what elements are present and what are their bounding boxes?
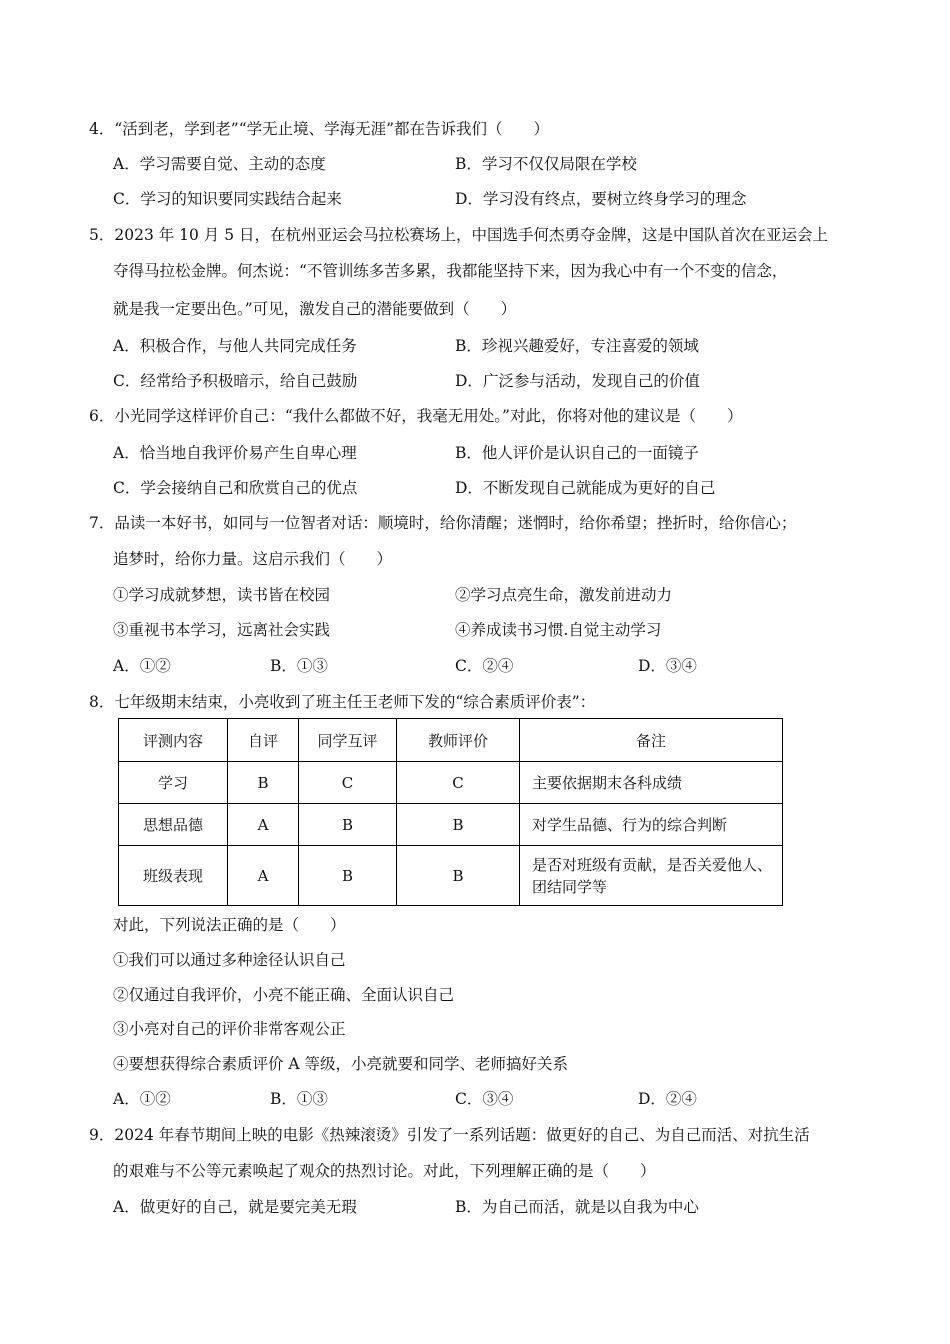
table-header-cell: 评测内容: [119, 719, 228, 762]
q7-statement-2: ②学习点亮生命，激发前进动力: [455, 586, 673, 604]
q9-option-a: A．做更好的自己，就是要完美无瑕: [113, 1198, 357, 1216]
table-header-cell: 同学互评: [299, 719, 397, 762]
table-cell: 学习: [119, 762, 228, 804]
table-cell: 思想品德: [119, 804, 228, 846]
q5-option-c: C．经常给予积极暗示，给自己鼓励: [113, 372, 358, 390]
q8-option-c: C．③④: [455, 1090, 514, 1108]
q7-stem-line1: 7．品读一本好书，如同与一位智者对话：顺境时，给你清醒；迷惘时，给你希望；挫折时，给你信心；: [89, 514, 797, 532]
q6-option-a: A．恰当地自我评价易产生自卑心理: [113, 444, 357, 462]
q4-option-a: A．学习需要自觉、主动的态度: [113, 155, 326, 173]
q8-option-b: B．①③: [270, 1090, 328, 1108]
q4-option-c: C．学习的知识要同实践结合起来: [113, 190, 342, 208]
q5-option-d: D．广泛参与活动，发现自己的价值: [455, 372, 700, 390]
table-cell: B: [299, 804, 397, 846]
q8-statement-1: ①我们可以通过多种途径认识自己: [113, 951, 346, 969]
q8-option-d: D．②④: [638, 1090, 697, 1108]
q6-stem: 6．小光同学这样评价自己：“我什么都做不好，我毫无用处。”对此，你将对他的建议是（ ）: [89, 407, 743, 425]
q8-stem: 8．七年级期末结束，小亮收到了班主任王老师下发的“综合素质评价表”：: [89, 693, 596, 711]
table-cell: A: [228, 846, 299, 906]
q9-stem-line2: 的艰难与不公等元素唤起了观众的热烈讨论。对此，下列理解正确的是（ ）: [113, 1162, 656, 1180]
table-cell: 班级表现: [119, 846, 228, 906]
table-cell: 主要依据期末各科成绩: [520, 762, 783, 804]
table-header-cell: 教师评价: [397, 719, 520, 762]
table-header-cell: 自评: [228, 719, 299, 762]
q6-option-b: B．他人评价是认识自己的一面镜子: [455, 444, 699, 462]
q7-statement-4: ④养成读书习惯.自觉主动学习: [455, 621, 662, 639]
q7-option-b: B．①③: [270, 657, 328, 675]
q6-option-c: C．学会接纳自己和欣赏自己的优点: [113, 479, 358, 497]
table-header-row: [119, 719, 783, 762]
table-row: [119, 804, 783, 846]
table-cell: 对学生品德、行为的综合判断: [520, 804, 783, 846]
table-cell: B: [228, 762, 299, 804]
table-row: [119, 762, 783, 804]
table-cell: A: [228, 804, 299, 846]
q7-statement-3: ③重视书本学习，远离社会实践: [113, 621, 331, 639]
evaluation-table: [118, 718, 783, 906]
q5-option-b: B．珍视兴趣爱好，专注喜爱的领域: [455, 337, 699, 355]
q9-stem-line1: 9．2024 年春节期间上映的电影《热辣滚烫》引发了一系列话题：做更好的自己、为自己而活、对抗生活: [89, 1126, 810, 1144]
q8-statement-3: ③小亮对自己的评价非常客观公正: [113, 1020, 346, 1038]
q8-statement-2: ②仅通过自我评价，小亮不能正确、全面认识自己: [113, 986, 455, 1004]
table-cell: B: [299, 846, 397, 906]
q7-statement-1: ①学习成就梦想，读书皆在校园: [113, 586, 331, 604]
q9-option-b: B．为自己而活，就是以自我为中心: [455, 1198, 699, 1216]
q8-statement-4: ④要想获得综合素质评价 A 等级，小亮就要和同学、老师搞好关系: [113, 1055, 569, 1073]
table-cell: 是否对班级有贡献，是否关爱他人、团结同学等: [520, 846, 783, 906]
q4-option-d: D．学习没有终点，要树立终身学习的理念: [455, 190, 747, 208]
table-cell: C: [397, 762, 520, 804]
q4-option-b: B．学习不仅仅局限在学校: [455, 155, 637, 173]
q7-option-c: C．②④: [455, 657, 514, 675]
table-cell: B: [397, 846, 520, 906]
q5-stem-line2: 夺得马拉松金牌。何杰说：“不管训练多苦多累，我都能坚持下来，因为我心中有一个不变的信念，: [113, 262, 788, 280]
table-cell: C: [299, 762, 397, 804]
q5-stem-line1: 5．2023 年 10 月 5 日，在杭州亚运会马拉松赛场上，中国选手何杰勇夺金牌，这是中国队首次在亚运会上: [89, 226, 829, 244]
q7-option-a: A．①②: [113, 657, 171, 675]
q5-stem-line3: 就是我一定要出色。”可见，激发自己的潜能要做到（ ）: [113, 300, 517, 318]
q4-stem: 4．“活到老，学到老”“学无止境、学海无涯”都在告诉我们（ ）: [89, 120, 550, 138]
table-cell: B: [397, 804, 520, 846]
q5-option-a: A．积极合作，与他人共同完成任务: [113, 337, 357, 355]
q8-option-a: A．①②: [113, 1090, 171, 1108]
table-row: [119, 846, 783, 906]
q7-stem-line2: 追梦时，给你力量。这启示我们（ ）: [113, 550, 393, 568]
q6-option-d: D．不断发现自己就能成为更好的自己: [455, 479, 716, 497]
q8-question: 对此，下列说法正确的是（ ）: [113, 916, 346, 934]
q7-option-d: D．③④: [638, 657, 697, 675]
table-header-cell: 备注: [520, 719, 783, 762]
